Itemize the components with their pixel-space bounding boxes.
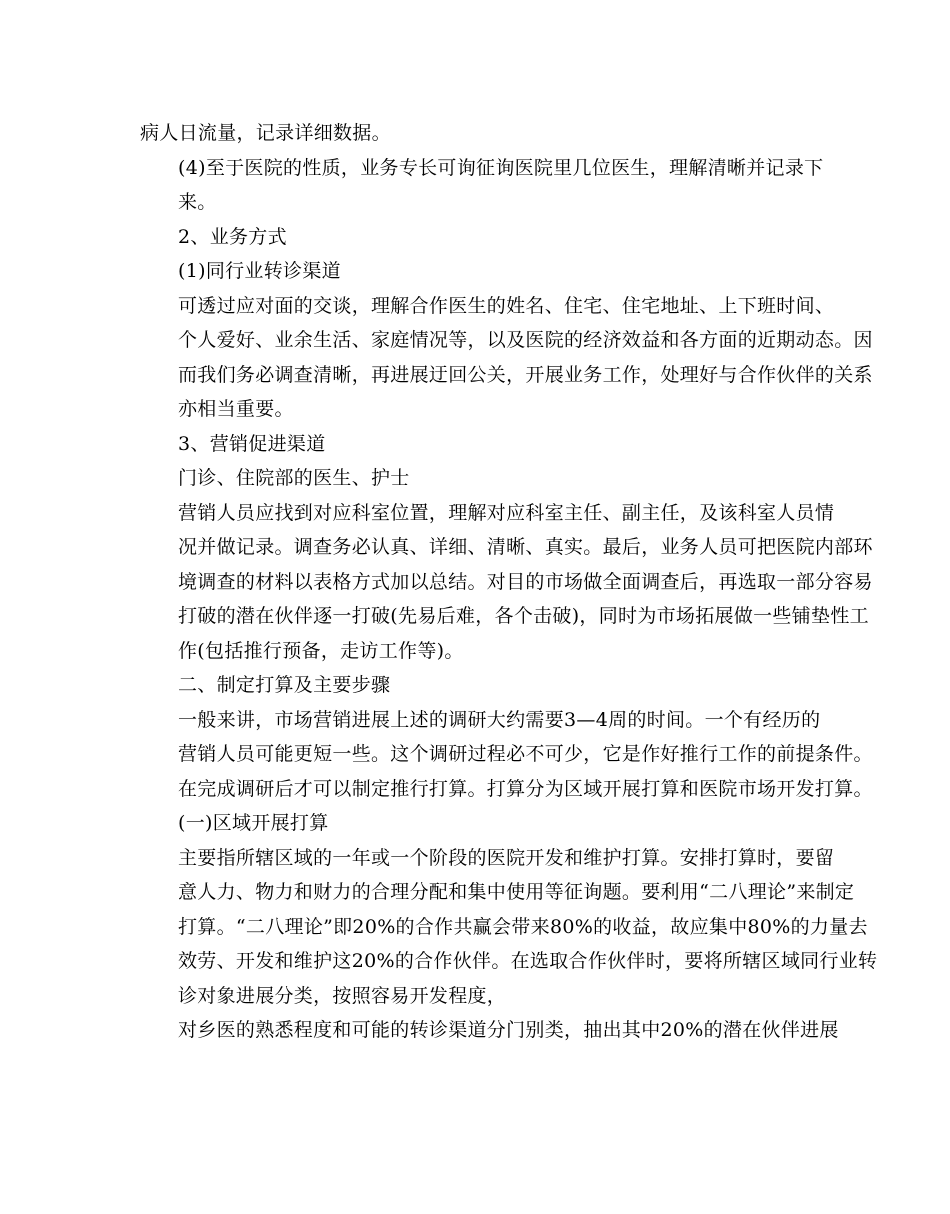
text-line: 一般来讲，市场营销进展上述的调研大约需要3—4周的时间。一个有经历的	[178, 708, 821, 731]
text-line: (1)同行业转诊渠道	[178, 260, 341, 282]
text-line: 2、业务方式	[178, 225, 287, 248]
text-line: 况并做记录。调查务必认真、详细、清晰、真实。最后，业务人员可把医院内部环	[178, 536, 873, 558]
text-line: 营销人员可能更短一些。这个调研过程必不可少，它是作好推行工作的前提条件。	[178, 743, 873, 765]
paragraph	[140, 289, 873, 427]
text-line: 3、营销促进渠道	[178, 432, 326, 455]
text-line: 效劳、开发和维护这20%的合作伙伴。在选取合作伙伴时，要将所辖区域同行业转	[178, 950, 878, 972]
text-line: 二、制定打算及主要步骤	[178, 674, 391, 696]
text-line: 而我们务必调查清晰，再进展迂回公关，开展业务工作，处理好与合作伙伴的关系	[178, 363, 873, 386]
paragraph	[140, 254, 812, 289]
text-line: 对乡医的熟悉程度和可能的转诊渠道分门别类，抽出其中20%的潜在伙伴进展	[178, 1019, 839, 1041]
paragraph	[140, 806, 812, 841]
paragraph	[140, 116, 812, 151]
text-line: (4)至于医院的性质，业务专长可询征询医院里几位医生，理解清晰并记录下	[178, 156, 824, 179]
text-line: 境调查的材料以表格方式加以总结。对目的市场做全面调查后，再选取一部分容易	[178, 570, 873, 593]
paragraph	[140, 151, 824, 220]
paragraph	[140, 668, 812, 703]
paragraph	[140, 461, 812, 496]
text-line: (一)区域开展打算	[178, 812, 329, 834]
text-line: 在完成调研后才可以制定推行打算。打算分为区域开展打算和医院市场开发打算。	[178, 777, 873, 800]
text-line: 来。	[178, 191, 217, 213]
document-body	[140, 116, 878, 1048]
paragraph	[140, 1013, 839, 1048]
text-line: 诊对象进展分类，按照容易开发程度，	[178, 984, 507, 1007]
text-line: 作(包括推行预备，走访工作等)。	[178, 639, 464, 662]
text-line: 意人力、物力和财力的合理分配和集中使用等征询题。要利用“二八理论”来制定	[178, 881, 855, 903]
text-line: 病人日流量，记录详细数据。	[140, 122, 391, 144]
text-line: 打破的潜在伙伴逐一打破(先易后难，各个击破)，同时为市场拓展做一些铺垫性工	[178, 605, 869, 627]
paragraph	[140, 427, 812, 462]
text-line: 亦相当重要。	[178, 398, 294, 420]
text-line: 营销人员应找到对应科室位置，理解对应科室主任、副主任，及该科室人员情	[178, 501, 835, 524]
paragraph	[140, 703, 873, 807]
text-line: 个人爱好、业余生活、家庭情况等，以及医院的经济效益和各方面的近期动态。因	[178, 329, 873, 351]
paragraph	[140, 220, 812, 255]
paragraph	[140, 496, 873, 669]
paragraph	[140, 841, 878, 1014]
text-line: 门诊、住院部的医生、护士	[178, 467, 410, 489]
text-line: 打算。“二八理论”即20%的合作共赢会带来80%的收益，故应集中80%的力量去	[178, 915, 868, 938]
text-line: 可透过应对面的交谈，理解合作医生的姓名、住宅、住宅地址、上下班时间、	[178, 294, 835, 317]
text-line: 主要指所辖区域的一年或一个阶段的医院开发和维护打算。安排打算时，要留	[178, 846, 835, 869]
